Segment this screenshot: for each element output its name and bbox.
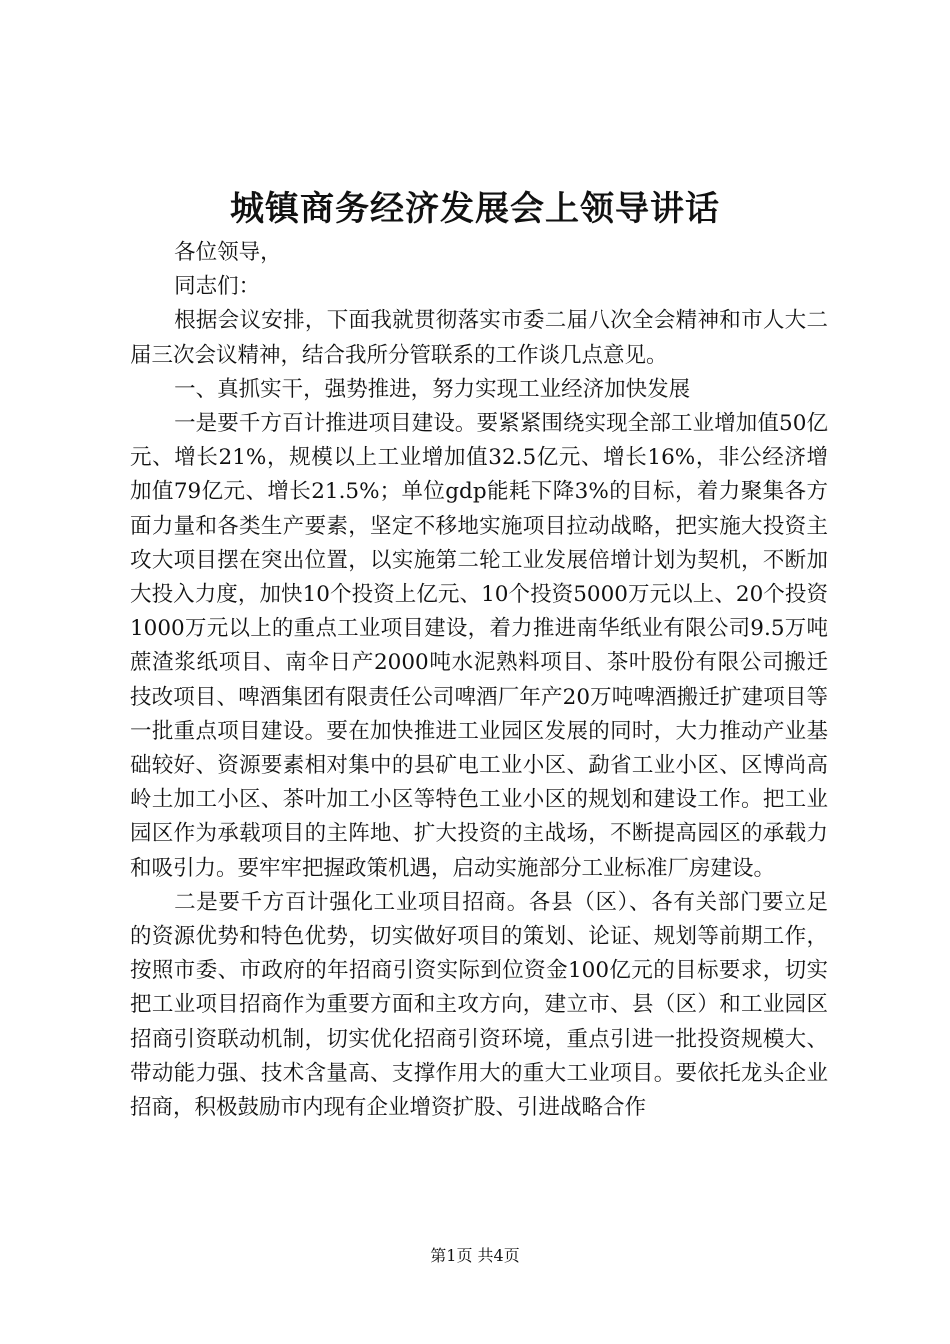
section-heading: 一、真抓实干，强势推进，努力实现工业经济加快发展 xyxy=(174,376,691,402)
document-body xyxy=(130,236,828,1125)
salutation-comrades: 同志们： xyxy=(174,274,261,300)
document-title: 城镇商务经济发展会上领导讲话 xyxy=(230,189,720,229)
salutation-leaders: 各位领导， xyxy=(174,240,282,265)
body-paragraph: 二是要千方百计强化工业项目招商。各县（区）、各有关部门要立足的资源优势和特色优势，切实做好项目的策划、论证、规划等前期工作，按照市委、市政府的年招商引资实际到位资金100亿元的目标要求，切实把工业项目招商作为重要方面和主攻方向，建立市、县（区）和工业园区招商引资联动机制，切实优化招商引资环境，重点引进一批投资规模大、带动能力强、技术含量高、支撑作用大的重大工业项目。要依托龙头企业招商，积极鼓励市内现有企业增资扩股、引进战略合作 xyxy=(130,889,828,1121)
page-number: 第1页 共4页 xyxy=(430,1246,520,1265)
intro-paragraph: 根据会议安排，下面我就贯彻落实市委二届八次全会精神和市人大二届三次会议精神，结合我所分管联系的工作谈几点意见。 xyxy=(130,308,828,368)
body-paragraph: 一是要千方百计推进项目建设。要紧紧围绕实现全部工业增加值50亿元、增长21%，规模以上工业增加值32.5亿元、增长16%，非公经济增加值79亿元、增长21.5%；单位gdp能耗下降3%的目标，着力聚集各方面力量和各类生产要素，坚定不移地实施项目拉动战略，把实施大投资主攻大项目摆在突出位置，以实施第二轮工业发展倍增计划为契机，不断加大投入力度，加快10个投资上亿元、10个投资5000万元以上、20个投资1000万元以上的重点工业项目建设，着力推进南华纸业有限公司9.5万吨蔗渣浆纸项目、南伞日产2000吨水泥熟料项目、茶叶股份有限公司搬迁技改项目、啤酒集团有限责任公司啤酒厂年产20万吨啤酒搬迁扩建项目等一批重点项目建设。要在加快推进工业园区发展的同时，大力推动产业基础较好、资源要素相对集中的县矿电工业小区、勐省工业小区、区博尚高岭土加工小区、茶叶加工小区等特色工业小区的规划和建设工作。把工业园区作为承载项目的主阵地、扩大投资的主战场，不断提高园区的承载力和吸引力。要牢牢把握政策机遇，启动实施部分工业标准厂房建设。 xyxy=(130,411,828,881)
